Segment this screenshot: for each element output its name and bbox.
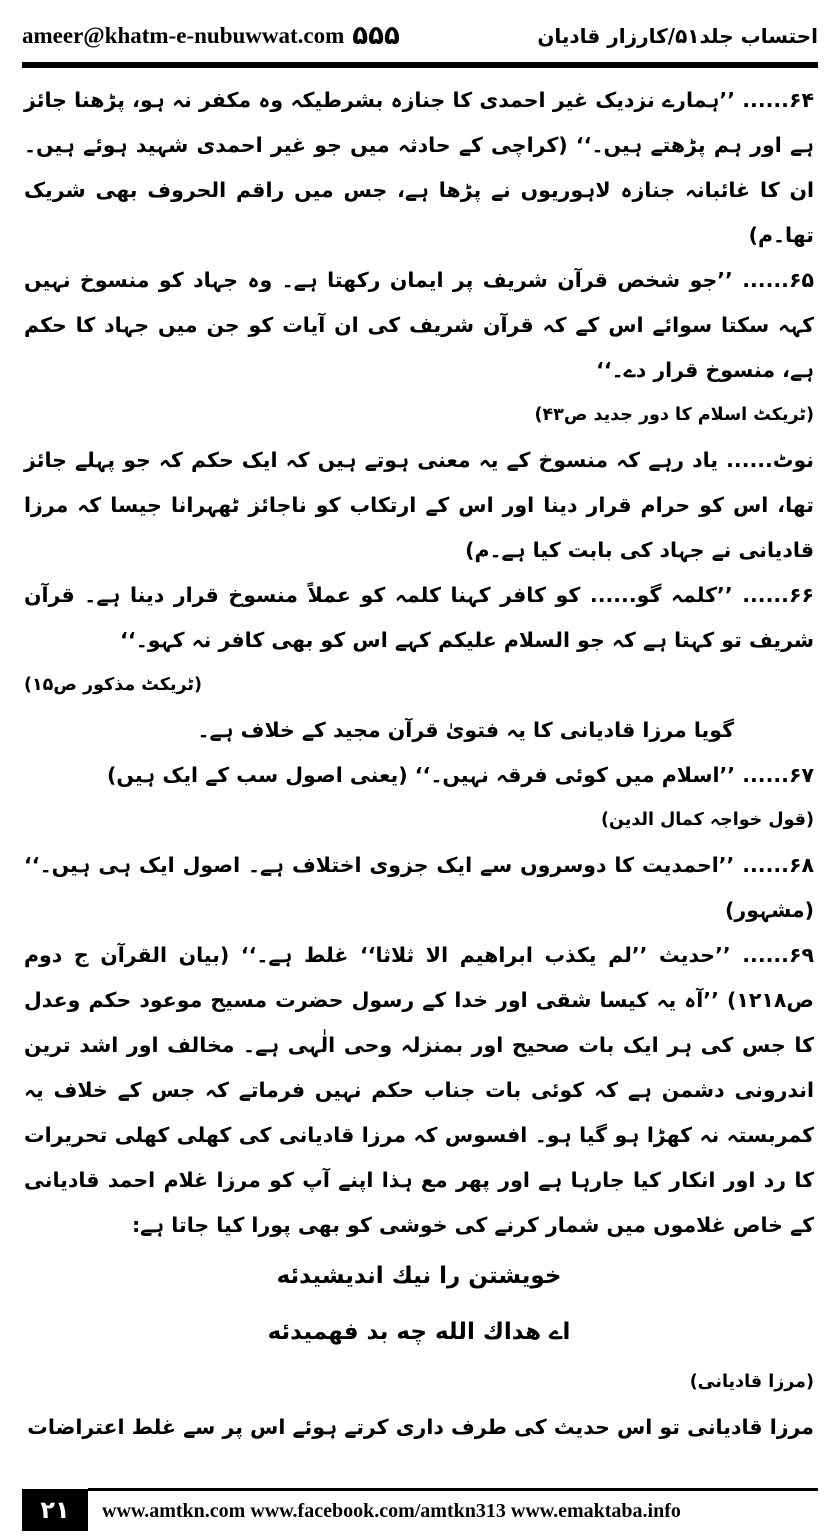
page-footer: [22, 1488, 818, 1532]
paragraph-69: ۶۹...... ’’حدیث ’’لم یکذب ابراھیم الا ثلاثا‘‘ غلط ہے۔‘‘ (بیان القرآن ج دوم ص۱۲۱۸) ’’آہ یہ کیسا شقی اور خدا کے رسول حضرت مسیح موعود حکم وعدل کا جس کی ہر ایک بات صحیح اور بمنزلہ وحی الٰہی ہے۔ مخالف اور اشد ترین اندرونی دشمن ہے کہ کوئی بات جناب حکم نہیں فرماتے کہ جس کے خلاف یہ کمربستہ نہ کھڑا ہو گیا ہو۔ افسوس کہ مرزا قادیانی کی کھلی کھلی تحریرات کا رد اور انکار کیا جارہا ہے اور پھر مع ہذا اپنے آپ کو مرزا غلام احمد قادیانی کے خاص غلاموں میں شمار کرنے کی خوشی کو بھی پورا کیا جاتا ہے:: [24, 943, 814, 1237]
paragraph-66: ۶۶...... ’’کلمہ گو...... کو کافر کہنا کلمہ کو عملاً منسوخ قرار دینا ہے۔ قرآن شریف تو کہتا ہے کہ جو السلام علیکم کہے اس کو بھی کافر نہ کہو۔‘‘: [24, 583, 814, 652]
footer-page-number: ۲۱: [22, 1489, 88, 1531]
note-paragraph: نوٹ...... یاد رہے کہ منسوخ کے یہ معنی ہوتے ہیں کہ ایک حکم کہ جو پہلے جائز تھا، اس کو حرام قرار دینا اور اس کے ارتکاب کو ناجائز ٹھہرانا جیسا کہ مرزا قادیانی نے جہاد کی بابت کیا ہے۔م): [24, 448, 814, 562]
paragraph-68: ۶۸...... ’’احمدیت کا دوسروں سے ایک جزوی اختلاف ہے۔ اصول ایک ہی ہیں۔‘‘ (مشہور): [24, 853, 814, 922]
verse-line-1: خویشتن را نیك اندیشیدئه: [276, 1263, 562, 1289]
header-left: [22, 21, 400, 51]
reference-65: (ٹریکٹ اسلام کا دور جدید ص۴۳): [534, 405, 814, 425]
header-rule: [22, 62, 818, 68]
book-title: احتساب جلد۵۱/کارزار قادیان: [537, 24, 818, 48]
header-email: ameer@khatm-e-nubuwwat.com: [22, 23, 345, 48]
reference-66: (ٹریکٹ مذکور ص۱۵): [24, 675, 202, 695]
paragraph-66-comment: گویا مرزا قادیانی کا یہ فتویٰ قرآن مجید کے خلاف ہے۔: [197, 718, 734, 742]
page-header: [22, 14, 818, 58]
last-line: مرزا قادیانی تو اس حدیث کی طرف داری کرتے ہوئے اس پر سے غلط اعتراضات: [27, 1415, 814, 1439]
reference-67: (قول خواجہ کمال الدین): [601, 810, 814, 830]
header-page-number: ۵۵۵: [352, 21, 400, 51]
footer-links: www.amtkn.com www.facebook.com/amtkn313 www.emaktaba.info: [88, 1488, 818, 1533]
paragraph-65: ۶۵...... ’’جو شخص قرآن شریف پر ایمان رکھتا ہے۔ وہ جہاد کو منسوخ نہیں کہہ سکتا سوائے اس کے کہ قرآن شریف کی ان آیات کو جن میں جہاد کا حکم ہے، منسوخ قرار دے۔‘‘: [24, 268, 814, 382]
verse-line-2: اے ھداك الله چه بد فھمیدئه: [267, 1319, 571, 1345]
reference-69: (مرزا قادیانی): [689, 1372, 814, 1392]
paragraph-67: ۶۷...... ’’اسلام میں کوئی فرقہ نہیں۔‘‘ (یعنی اصول سب کے ایک ہیں): [107, 763, 814, 787]
paragraph-64: ۶۴...... ’’ہمارے نزدیک غیر احمدی کا جنازہ بشرطیکہ وہ مکفر نہ ہو، پڑھنا جائز ہے اور ہم پڑھتے ہیں۔‘‘ (کراچی کے حادثہ میں جو غیر احمدی شہید ہوئے ہیں۔ ان کا غائبانہ جنازہ لاہوریوں نے پڑھا ہے، جس میں راقم الحروف بھی شریک تھا۔م): [24, 88, 814, 247]
page-body: [24, 78, 814, 1450]
